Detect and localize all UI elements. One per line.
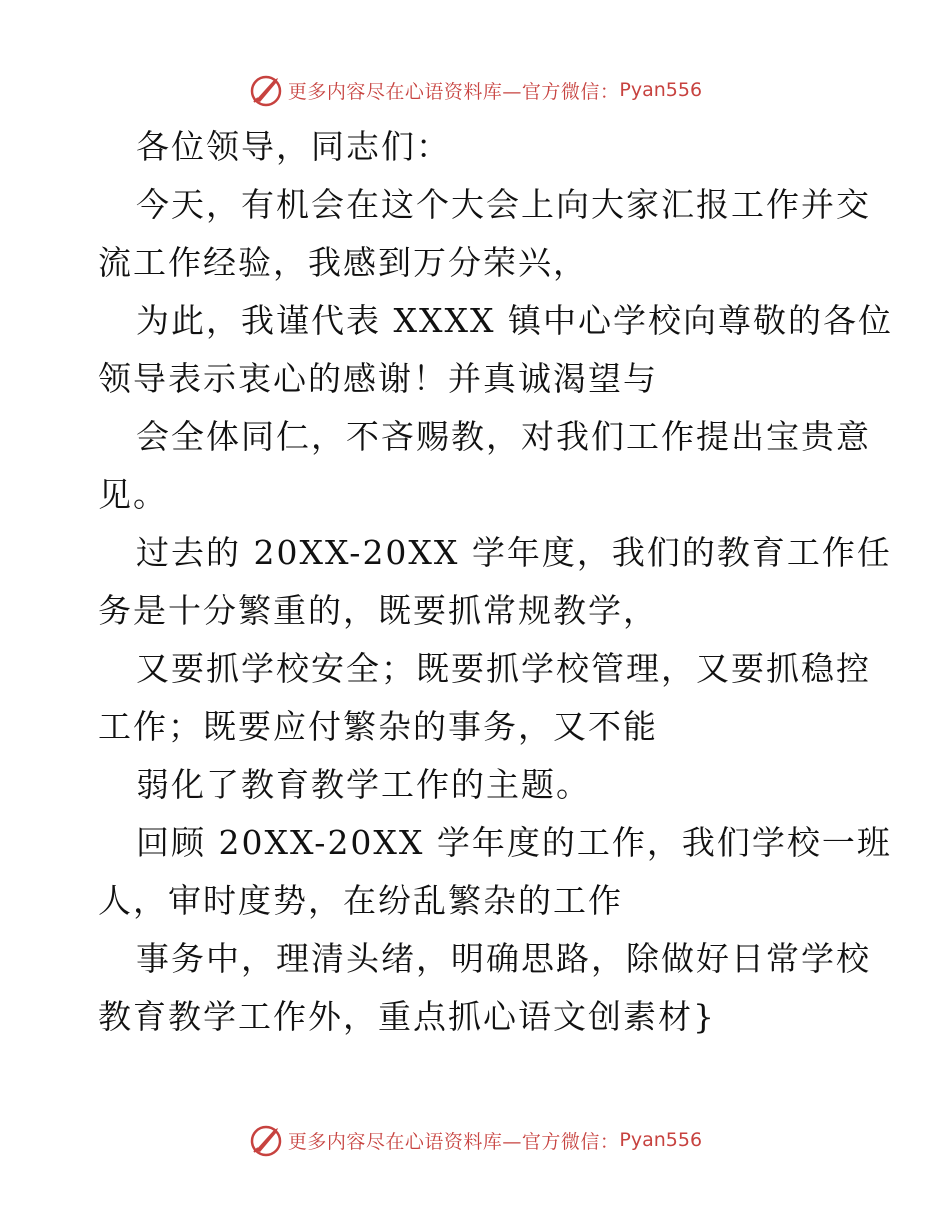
body-line: 过去的 20XX-20XX 学年度，我们的教育工作任 <box>136 533 892 572</box>
body-line: 事务中，理清头绪，明确思路，除做好日常学校 <box>136 939 871 978</box>
document-body <box>98 118 893 1046</box>
body-line: 回顾 20XX-20XX 学年度的工作，我们学校一班 <box>136 823 892 862</box>
body-line: 又要抓学校安全；既要抓学校管理，又要抓稳控 <box>136 649 871 688</box>
quill-seal-icon <box>248 1122 284 1158</box>
body-line: 为此，我谨代表 XXXX 镇中心学校向尊敬的各位 <box>136 301 893 340</box>
body-line: 教育教学工作外，重点抓心语文创素材} <box>98 997 716 1036</box>
banner-contact: Pyan556 <box>619 79 703 101</box>
banner-contact: Pyan556 <box>619 1129 703 1151</box>
body-line: 工作；既要应付繁杂的事务，又不能 <box>98 707 658 746</box>
body-line: 今天，有机会在这个大会上向大家汇报工作并交 <box>136 185 871 224</box>
banner-text: 更多内容尽在心语资料库—官方微信： <box>287 80 620 103</box>
body-line: 各位领导，同志们： <box>136 127 451 166</box>
header-banner <box>0 70 950 110</box>
banner-text: 更多内容尽在心语资料库—官方微信： <box>287 1130 620 1153</box>
footer-banner <box>0 1120 950 1160</box>
body-line: 见。 <box>98 475 168 514</box>
body-line: 弱化了教育教学工作的主题。 <box>136 765 591 804</box>
quill-seal-icon <box>248 72 284 108</box>
body-line: 会全体同仁，不吝赐教，对我们工作提出宝贵意 <box>136 417 871 456</box>
body-line: 务是十分繁重的，既要抓常规教学， <box>98 591 658 630</box>
body-line: 领导表示衷心的感谢！并真诚渴望与 <box>98 359 658 398</box>
body-line: 流工作经验，我感到万分荣兴， <box>98 243 588 282</box>
body-line: 人，审时度势，在纷乱繁杂的工作 <box>98 881 623 920</box>
